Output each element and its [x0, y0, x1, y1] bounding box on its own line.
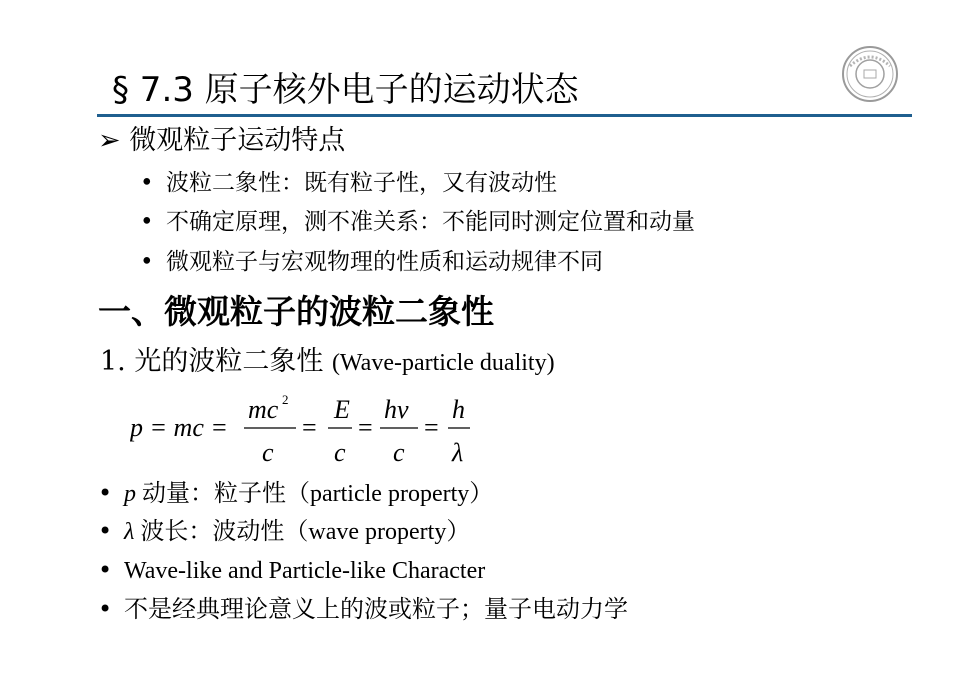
subheading-en: (Wave-particle duality) [331, 350, 555, 376]
bullet-text: 波粒二象性：既有粒子性，又有波动性 [166, 170, 557, 196]
bullet-symbol: p [124, 481, 136, 507]
bullet-text: 波长：波动性（wave property） [134, 519, 471, 545]
list-item [140, 245, 603, 279]
equals-sign: = [358, 413, 373, 442]
bullet-text: 微观粒子与宏观物理的性质和运动规律不同 [166, 249, 603, 275]
bullet-marker: • [140, 170, 154, 196]
bullet-text: 动量：粒子性（particle property） [136, 481, 494, 507]
fraction-denominator: c [393, 438, 405, 467]
section2-heading: 一、微观粒子的波粒二象性 [98, 292, 494, 331]
list-item [98, 476, 493, 511]
bullet-text: 不确定原理，测不准关系：不能同时测定位置和动量 [166, 209, 695, 235]
fraction-numerator: h [452, 395, 465, 424]
university-seal-icon [840, 44, 900, 104]
bullet-marker: • [98, 595, 113, 623]
slide-title: § 7.3 原子核外电子的运动状态 [112, 70, 579, 110]
fraction-superscript: 2 [282, 392, 289, 407]
equation-lhs: p = mc = [130, 413, 228, 442]
list-item [140, 205, 695, 239]
fraction-numerator: hν [384, 395, 409, 424]
list-item [98, 592, 628, 627]
bullet-text: 不是经典理论意义上的波或粒子；量子电动力学 [124, 597, 628, 623]
equals-sign: = [424, 413, 439, 442]
bullet-marker: • [98, 517, 113, 545]
fraction-denominator: λ [452, 438, 464, 467]
bullet-marker: • [140, 249, 154, 275]
list-item [98, 553, 485, 588]
fraction-denominator: c [334, 438, 346, 467]
equals-sign: = [302, 413, 317, 442]
fraction-denominator: c [262, 438, 274, 467]
subheading-cn: 1. 光的波粒二象性 [100, 346, 324, 377]
momentum-equation [130, 388, 490, 468]
list-item [98, 514, 470, 549]
fraction-numerator: E [334, 395, 350, 424]
fraction-numerator: mc [248, 395, 279, 424]
bullet-marker: • [98, 556, 113, 584]
title-rule [97, 114, 912, 117]
list-item [140, 166, 557, 200]
bullet-symbol: λ [124, 519, 135, 545]
subheading [100, 342, 555, 383]
section1-heading: ➢ 微观粒子运动特点 [98, 125, 346, 156]
bullet-marker: • [140, 209, 154, 235]
bullet-marker: • [98, 479, 113, 507]
bullet-text: Wave-like and Particle-like Character [124, 558, 486, 584]
